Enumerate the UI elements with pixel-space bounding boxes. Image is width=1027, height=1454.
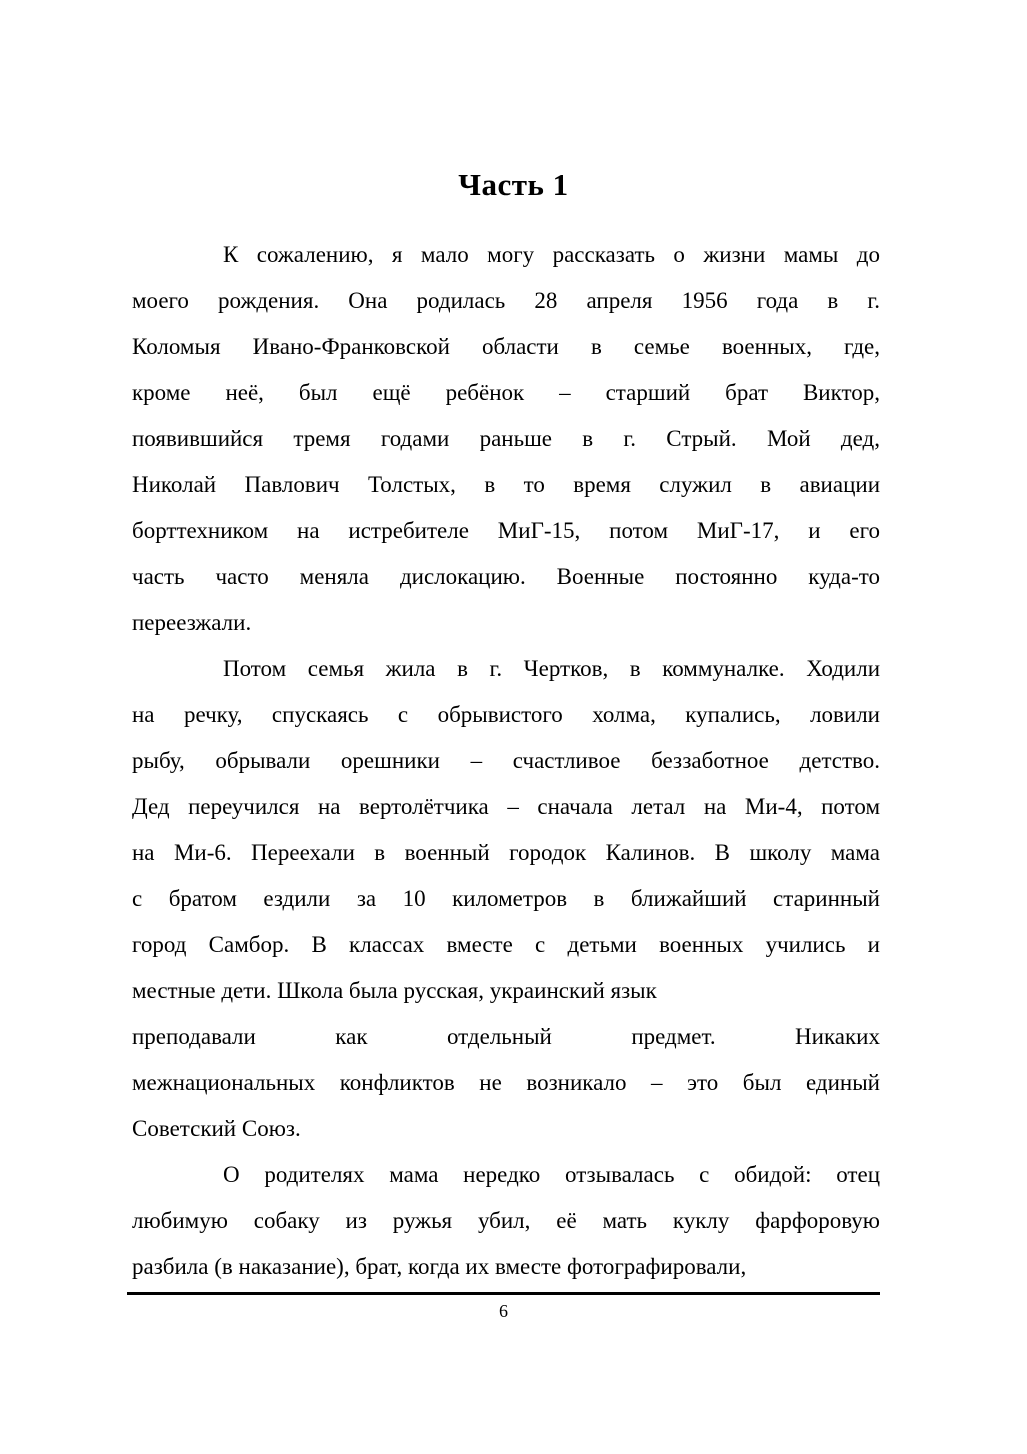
text-line: город Самбор. В классах вместе с детьми военных учились и bbox=[132, 932, 880, 957]
text-line: К сожалению, я мало могу рассказать о жизни мамы до bbox=[223, 242, 880, 267]
text-line: разбила (в наказание), брат, когда их вместе фотографировали, bbox=[132, 1254, 747, 1279]
text-line: межнациональных конфликтов не возникало – это был единый bbox=[132, 1070, 880, 1095]
footer-rule bbox=[127, 1292, 880, 1295]
text-line: местные дети. Школа была русская, украинский язык bbox=[132, 978, 657, 1003]
text-line: любимую собаку из ружья убил, её мать куклу фарфоровую bbox=[132, 1208, 880, 1233]
section-title: Часть 1 bbox=[458, 167, 569, 202]
text-line: появившийся тремя годами раньше в г. Стрый. Мой дед, bbox=[132, 426, 880, 451]
text-line: моего рождения. Она родилась 28 апреля 1956 года в г. bbox=[132, 288, 880, 313]
text-line: борттехником на истребителе МиГ-15, потом МиГ-17, и его bbox=[132, 518, 880, 543]
text-line: кроме неё, был ещё ребёнок – старший брат Виктор, bbox=[132, 380, 880, 405]
text-line: Коломыя Ивано-Франковской области в семье военных, где, bbox=[132, 334, 880, 359]
page-number: 6 bbox=[499, 1301, 508, 1321]
text-line: рыбу, обрывали орешники – счастливое беззаботное детство. bbox=[132, 748, 880, 773]
text-line: преподавали как отдельный предмет. Никаких bbox=[132, 1024, 880, 1049]
text-line: часть часто меняла дислокацию. Военные постоянно куда-то bbox=[132, 564, 880, 589]
text-line: Советский Союз. bbox=[132, 1116, 301, 1141]
text-line: Дед переучился на вертолётчика – сначала летал на Ми-4, потом bbox=[132, 794, 880, 819]
text-line: Потом семья жила в г. Чертков, в коммуналке. Ходили bbox=[223, 656, 880, 681]
text-line: на речку, спускаясь с обрывистого холма, купались, ловили bbox=[132, 702, 880, 727]
text-line: переезжали. bbox=[132, 610, 252, 635]
text-line: на Ми-6. Переехали в военный городок Калинов. В школу мама bbox=[132, 840, 880, 865]
text-block bbox=[132, 232, 880, 1290]
text-line: О родителях мама нередко отзывалась с обидой: отец bbox=[223, 1162, 880, 1187]
text-line: с братом ездили за 10 километров в ближайший старинный bbox=[132, 886, 880, 911]
text-line: Николай Павлович Толстых, в то время служил в авиации bbox=[132, 472, 880, 497]
